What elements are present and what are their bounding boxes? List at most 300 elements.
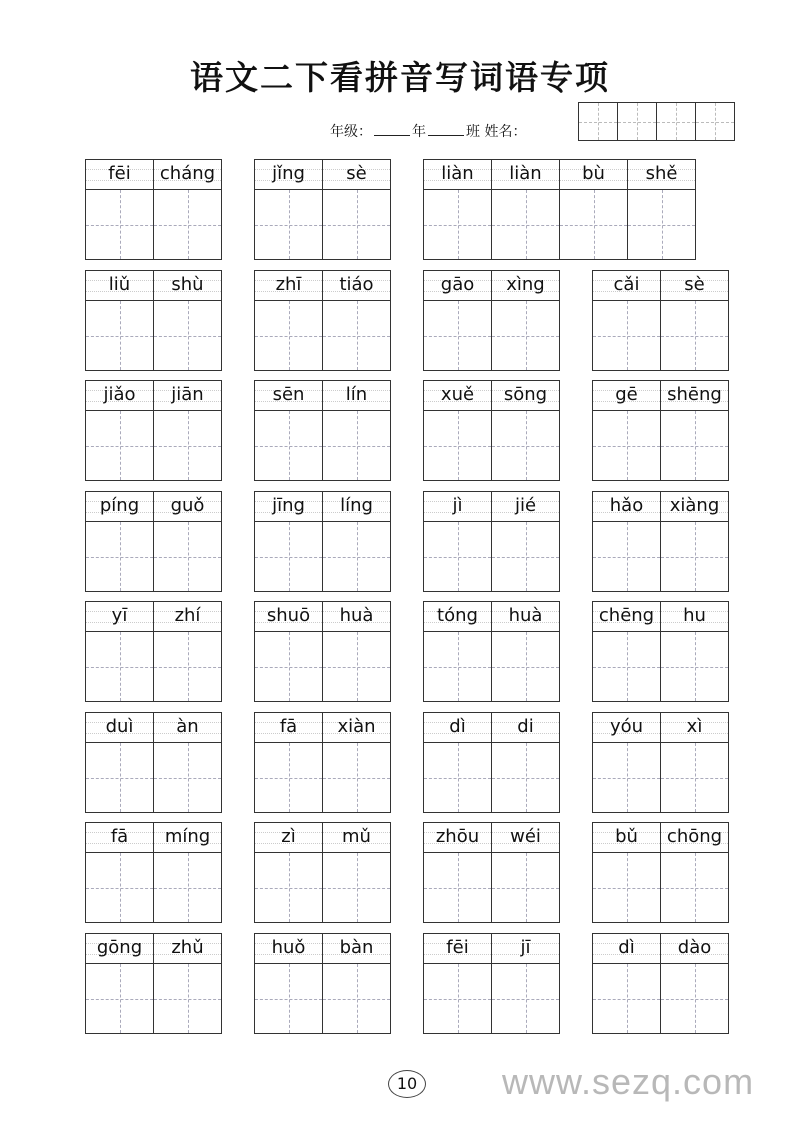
writing-box[interactable] (661, 964, 728, 1033)
pinyin-label (255, 381, 322, 411)
pinyin-text: huà (508, 605, 543, 626)
pinyin-text: huà (339, 605, 374, 626)
character-cell (660, 933, 729, 1034)
writing-box[interactable] (492, 522, 559, 591)
pinyin-text: hu (683, 605, 706, 626)
character-cell (423, 491, 492, 592)
word-group (423, 270, 560, 371)
character-cell (85, 380, 154, 481)
character-cell (153, 270, 222, 371)
pinyin-label (323, 934, 390, 964)
page-number: 10 (388, 1070, 426, 1098)
writing-box[interactable] (492, 632, 559, 701)
pinyin-text: chēng (598, 605, 655, 626)
pinyin-label (154, 602, 221, 632)
pinyin-label (255, 823, 322, 853)
word-group (254, 491, 391, 592)
character-cell (85, 601, 154, 702)
character-cell (322, 822, 391, 923)
name-writing-boxes[interactable] (578, 102, 735, 141)
pinyin-label (424, 381, 491, 411)
pinyin-label (424, 713, 491, 743)
pinyin-text: tiáo (339, 274, 374, 295)
character-cell (322, 933, 391, 1034)
pinyin-text: shě (645, 163, 678, 184)
pinyin-label (154, 492, 221, 522)
writing-box[interactable] (424, 301, 491, 370)
character-cell (491, 270, 560, 371)
writing-box[interactable] (492, 411, 559, 480)
character-cell (254, 380, 323, 481)
writing-box[interactable] (424, 853, 491, 922)
character-cell (322, 712, 391, 813)
character-cell (660, 270, 729, 371)
pinyin-text: mǔ (342, 826, 371, 847)
writing-box[interactable] (661, 743, 728, 812)
character-cell (85, 270, 154, 371)
pinyin-text: jì (452, 495, 463, 516)
writing-box[interactable] (86, 301, 153, 370)
character-cell (660, 380, 729, 481)
pinyin-text: xuě (440, 384, 475, 405)
pinyin-text: liǔ (108, 274, 131, 295)
pinyin-text: zhī (275, 274, 302, 295)
pinyin-text: tóng (437, 605, 478, 626)
writing-box[interactable] (323, 964, 390, 1033)
writing-box[interactable] (323, 853, 390, 922)
character-cell (153, 822, 222, 923)
word-group (85, 159, 222, 260)
writing-box[interactable] (424, 522, 491, 591)
class-label: 班 (466, 124, 480, 140)
pinyin-label (661, 602, 728, 632)
character-cell (153, 491, 222, 592)
character-cell (559, 159, 628, 260)
pinyin-label (255, 602, 322, 632)
pinyin-text: jiān (171, 384, 204, 405)
pinyin-label (560, 160, 627, 190)
pinyin-text: wéi (510, 826, 541, 847)
word-group (592, 601, 729, 702)
pinyin-label (154, 823, 221, 853)
pinyin-text: duì (105, 716, 134, 737)
pinyin-text: jī (520, 937, 531, 958)
character-cell (423, 712, 492, 813)
writing-box[interactable] (86, 632, 153, 701)
character-cell (322, 380, 391, 481)
writing-box[interactable] (628, 190, 695, 259)
character-cell (660, 712, 729, 813)
watermark: www.sezq.com (502, 1061, 755, 1102)
character-cell (592, 491, 661, 592)
pinyin-label (628, 160, 695, 190)
character-cell (660, 822, 729, 923)
word-group (592, 712, 729, 813)
character-cell (85, 822, 154, 923)
pinyin-label (593, 934, 660, 964)
pinyin-label (492, 934, 559, 964)
pinyin-label (661, 934, 728, 964)
pinyin-label (661, 713, 728, 743)
writing-box[interactable] (424, 190, 491, 259)
word-group (85, 712, 222, 813)
pinyin-label (154, 271, 221, 301)
pinyin-text: zhōu (435, 826, 480, 847)
writing-box[interactable] (255, 190, 322, 259)
pinyin-text: bǔ (615, 826, 638, 847)
pinyin-label (255, 271, 322, 301)
pinyin-text: shēng (667, 384, 722, 405)
word-group (423, 933, 560, 1034)
writing-box[interactable] (323, 301, 390, 370)
pinyin-label (661, 271, 728, 301)
character-cell (592, 270, 661, 371)
pinyin-text: yī (111, 605, 128, 626)
word-group (423, 159, 696, 260)
pinyin-text: bù (582, 163, 605, 184)
class-blank[interactable] (428, 123, 464, 136)
pinyin-text: jié (514, 495, 537, 516)
pinyin-label (424, 934, 491, 964)
character-cell (85, 933, 154, 1034)
writing-box[interactable] (492, 853, 559, 922)
student-info-line (330, 121, 526, 141)
writing-box[interactable] (154, 743, 221, 812)
pinyin-label (323, 713, 390, 743)
pinyin-text: gē (615, 384, 638, 405)
pinyin-text: lín (345, 384, 368, 405)
pinyin-label (593, 823, 660, 853)
pinyin-label (255, 160, 322, 190)
character-cell (85, 491, 154, 592)
character-cell (627, 159, 696, 260)
pinyin-label (492, 160, 559, 190)
writing-box[interactable] (255, 632, 322, 701)
character-cell (423, 822, 492, 923)
pinyin-label (661, 823, 728, 853)
pinyin-text: shù (171, 274, 204, 295)
pinyin-text: cháng (159, 163, 216, 184)
pinyin-text: fēi (446, 937, 469, 958)
pinyin-label (492, 713, 559, 743)
pinyin-label (424, 602, 491, 632)
pinyin-text: liàn (441, 163, 474, 184)
writing-box[interactable] (255, 853, 322, 922)
writing-box[interactable] (86, 190, 153, 259)
character-cell (660, 491, 729, 592)
writing-box[interactable] (492, 301, 559, 370)
writing-box[interactable] (86, 964, 153, 1033)
writing-box[interactable] (323, 411, 390, 480)
writing-box[interactable] (424, 411, 491, 480)
writing-box[interactable] (424, 964, 491, 1033)
pinyin-text: chōng (666, 826, 723, 847)
word-group (423, 380, 560, 481)
pinyin-text: xiàn (337, 716, 376, 737)
pinyin-label (86, 381, 153, 411)
writing-box[interactable] (323, 522, 390, 591)
pinyin-text: sè (346, 163, 367, 184)
word-group (254, 380, 391, 481)
pinyin-text: sè (684, 274, 705, 295)
writing-box[interactable] (661, 853, 728, 922)
word-group (254, 712, 391, 813)
pinyin-label (593, 602, 660, 632)
pinyin-label (661, 492, 728, 522)
grade-label: 年级： (330, 124, 372, 140)
pinyin-label (86, 602, 153, 632)
pinyin-label (86, 823, 153, 853)
pinyin-label (323, 823, 390, 853)
writing-box[interactable] (255, 743, 322, 812)
writing-box[interactable] (492, 743, 559, 812)
character-cell (592, 380, 661, 481)
character-cell (423, 380, 492, 481)
pinyin-label (323, 160, 390, 190)
pinyin-label (593, 713, 660, 743)
pinyin-text: dì (618, 937, 635, 958)
character-cell (491, 159, 560, 260)
pinyin-text: dào (677, 937, 712, 958)
character-cell (85, 159, 154, 260)
writing-box[interactable] (661, 522, 728, 591)
writing-box[interactable] (424, 632, 491, 701)
word-group (423, 491, 560, 592)
character-cell (85, 712, 154, 813)
character-cell (153, 712, 222, 813)
character-cell (254, 712, 323, 813)
character-cell (592, 822, 661, 923)
writing-box[interactable] (255, 522, 322, 591)
pinyin-text: zhí (174, 605, 201, 626)
character-cell (592, 712, 661, 813)
pinyin-text: guǒ (170, 495, 205, 516)
character-cell (491, 380, 560, 481)
pinyin-text: míng (164, 826, 211, 847)
character-cell (254, 601, 323, 702)
grade-blank[interactable] (374, 123, 410, 136)
word-group (85, 601, 222, 702)
pinyin-text: dì (449, 716, 466, 737)
writing-box[interactable] (86, 853, 153, 922)
word-group (85, 491, 222, 592)
pinyin-label (424, 271, 491, 301)
pinyin-label (593, 381, 660, 411)
character-cell (491, 712, 560, 813)
writing-box[interactable] (86, 743, 153, 812)
word-group (85, 933, 222, 1034)
word-group (423, 822, 560, 923)
writing-box[interactable] (424, 743, 491, 812)
word-group (592, 491, 729, 592)
writing-box[interactable] (86, 522, 153, 591)
writing-box[interactable] (154, 632, 221, 701)
pinyin-text: yóu (609, 716, 644, 737)
writing-box[interactable] (255, 301, 322, 370)
character-cell (660, 601, 729, 702)
writing-box[interactable] (323, 632, 390, 701)
pinyin-label (323, 271, 390, 301)
writing-box[interactable] (593, 743, 660, 812)
year-label: 年 (412, 124, 426, 140)
character-cell (254, 822, 323, 923)
pinyin-text: bàn (339, 937, 374, 958)
pinyin-label (255, 492, 322, 522)
pinyin-text: liàn (509, 163, 542, 184)
word-group (592, 933, 729, 1034)
pinyin-text: gōng (96, 937, 143, 958)
word-group (423, 601, 560, 702)
character-cell (491, 601, 560, 702)
word-group (592, 270, 729, 371)
word-group (85, 822, 222, 923)
pinyin-text: di (517, 716, 534, 737)
character-cell (254, 159, 323, 260)
writing-box[interactable] (593, 522, 660, 591)
pinyin-label (154, 713, 221, 743)
character-cell (491, 933, 560, 1034)
word-group (592, 380, 729, 481)
writing-box[interactable] (154, 301, 221, 370)
pinyin-text: jiǎo (103, 384, 136, 405)
character-cell (254, 933, 323, 1034)
pinyin-label (323, 381, 390, 411)
writing-box[interactable] (323, 743, 390, 812)
pinyin-label (323, 492, 390, 522)
word-group (85, 380, 222, 481)
character-cell (423, 933, 492, 1034)
pinyin-text: gāo (440, 274, 475, 295)
word-group (254, 270, 391, 371)
pinyin-label (255, 713, 322, 743)
writing-box[interactable] (661, 301, 728, 370)
character-cell (153, 601, 222, 702)
pinyin-label (86, 271, 153, 301)
pinyin-label (154, 934, 221, 964)
pinyin-text: sēn (272, 384, 305, 405)
word-group (254, 601, 391, 702)
character-cell (153, 933, 222, 1034)
writing-box[interactable] (255, 964, 322, 1033)
pinyin-text: zhǔ (171, 937, 204, 958)
pinyin-label (424, 823, 491, 853)
pinyin-label (593, 492, 660, 522)
pinyin-label (492, 602, 559, 632)
character-cell (322, 491, 391, 592)
word-group (254, 933, 391, 1034)
writing-box[interactable] (593, 632, 660, 701)
pinyin-label (661, 381, 728, 411)
pinyin-text: píng (99, 495, 140, 516)
word-group (254, 159, 391, 260)
pinyin-label (492, 823, 559, 853)
pinyin-label (86, 934, 153, 964)
character-cell (153, 159, 222, 260)
writing-box[interactable] (661, 632, 728, 701)
character-cell (153, 380, 222, 481)
character-cell (491, 822, 560, 923)
word-group (423, 712, 560, 813)
word-group (85, 270, 222, 371)
pinyin-text: àn (176, 716, 199, 737)
character-cell (322, 270, 391, 371)
writing-box[interactable] (255, 411, 322, 480)
pinyin-label (86, 160, 153, 190)
name-box[interactable] (579, 103, 618, 140)
character-cell (322, 601, 391, 702)
name-box[interactable] (696, 103, 734, 140)
page-title: 语文二下看拼音写词语专项 (190, 58, 610, 97)
character-cell (423, 270, 492, 371)
pinyin-label (86, 713, 153, 743)
character-cell (254, 491, 323, 592)
pinyin-text: zì (281, 826, 296, 847)
character-cell (592, 601, 661, 702)
writing-box[interactable] (154, 411, 221, 480)
pinyin-text: xì (686, 716, 703, 737)
character-cell (592, 933, 661, 1034)
writing-box[interactable] (154, 964, 221, 1033)
character-cell (423, 601, 492, 702)
pinyin-label (154, 160, 221, 190)
pinyin-text: fēi (108, 163, 131, 184)
writing-box[interactable] (560, 190, 627, 259)
pinyin-text: xiàng (669, 495, 720, 516)
writing-box[interactable] (492, 190, 559, 259)
name-box[interactable] (618, 103, 657, 140)
character-cell (254, 270, 323, 371)
pinyin-text: cǎi (613, 274, 640, 295)
pinyin-label (492, 381, 559, 411)
writing-box[interactable] (593, 301, 660, 370)
character-cell (322, 159, 391, 260)
pinyin-text: jīng (272, 495, 305, 516)
writing-box[interactable] (661, 411, 728, 480)
pinyin-text: hǎo (609, 495, 644, 516)
writing-box[interactable] (323, 190, 390, 259)
pinyin-label (424, 160, 491, 190)
pinyin-text: fā (110, 826, 129, 847)
writing-box[interactable] (593, 964, 660, 1033)
writing-box[interactable] (492, 964, 559, 1033)
writing-box[interactable] (593, 853, 660, 922)
writing-box[interactable] (86, 411, 153, 480)
writing-box[interactable] (154, 522, 221, 591)
pinyin-label (154, 381, 221, 411)
character-cell (423, 159, 492, 260)
pinyin-text: huǒ (271, 937, 306, 958)
pinyin-label (255, 934, 322, 964)
pinyin-label (86, 492, 153, 522)
pinyin-label (593, 271, 660, 301)
pinyin-text: shuō (266, 605, 311, 626)
writing-box[interactable] (154, 853, 221, 922)
pinyin-label (492, 271, 559, 301)
name-box[interactable] (657, 103, 696, 140)
pinyin-text: fā (279, 716, 298, 737)
word-group (592, 822, 729, 923)
pinyin-label (492, 492, 559, 522)
pinyin-label (323, 602, 390, 632)
character-cell (491, 491, 560, 592)
pinyin-text: sōng (503, 384, 548, 405)
writing-box[interactable] (593, 411, 660, 480)
writing-box[interactable] (154, 190, 221, 259)
word-group (254, 822, 391, 923)
name-label: 姓名： (484, 124, 527, 140)
pinyin-text: jǐng (272, 163, 305, 184)
pinyin-text: líng (340, 495, 373, 516)
